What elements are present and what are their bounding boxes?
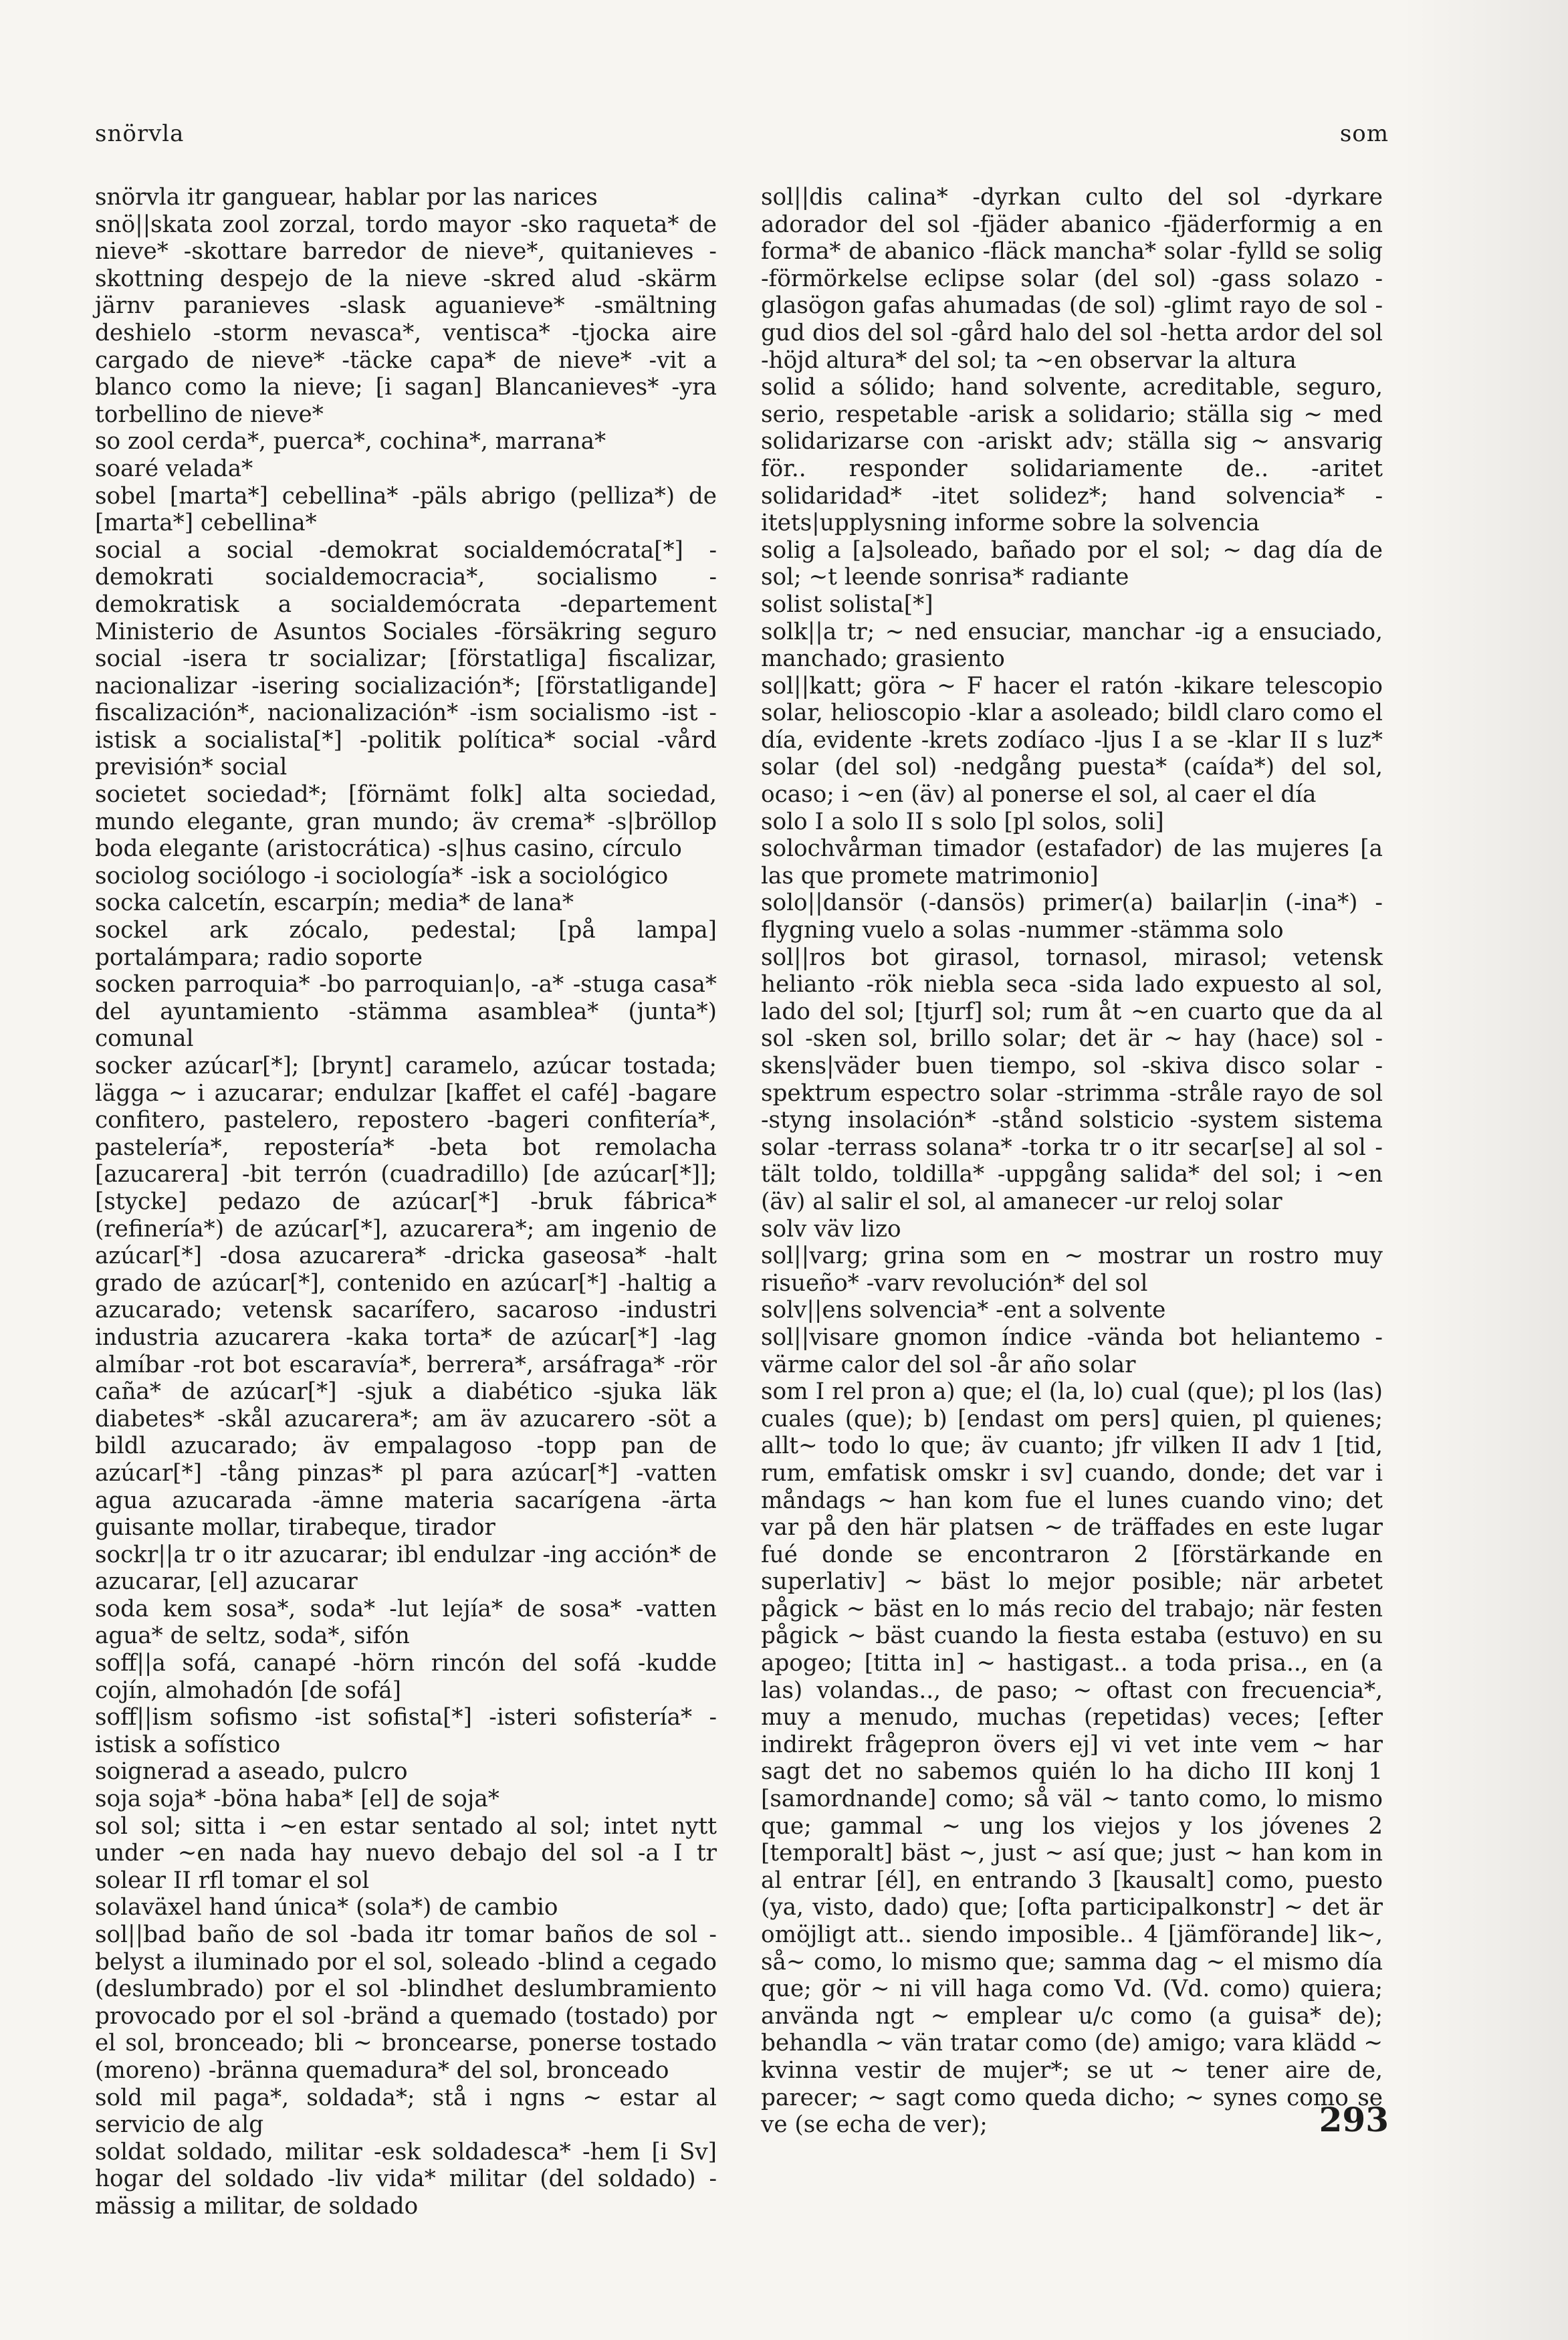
entry: sobel [marta*] cebellina* -päls abrigo (pelliza*) de [marta*] cebellina* [95,482,717,537]
entry: soff||ism sofismo -ist sofista[*] -isteri sofistería* -istisk a sofístico [95,1704,717,1758]
entry: solv väv lizo [761,1215,901,1243]
left-column [95,184,717,2220]
entry: sociolog sociólogo -i sociología* -isk a sociológico [95,862,669,889]
entry: soignerad a aseado, pulcro [95,1758,408,1786]
right-column [761,184,1383,2139]
entry: sol||katt; göra ~ F hacer el ratón -kikare telescopio solar, helioscopio -klar a asoleado; bildl claro como el día, evidente -krets zodíaco -ljus I a se -klar II s luz* solar (del sol) -nedgång puesta* (caída*) del sol, ocaso; i ~en (äv) al ponerse el sol, al caer el día [761,672,1383,809]
entry: solv||ens solvencia* -ent a solvente [761,1297,1166,1324]
entry: soldat soldado, militar -esk soldadesca* -hem [i Sv] hogar del soldado -liv vida* militar (del soldado) -mässig a militar, de soldado [95,2138,717,2220]
entry: sold mil paga*, soldada*; stå i ngns ~ estar al servicio de alg [95,2084,717,2139]
entry: so zool cerda*, puerca*, cochina*, marrana* [95,428,606,455]
entry: solig a [a]soleado, bañado por el sol; ~ dag día de sol; ~t leende sonrisa* radiante [761,536,1383,591]
entry: snörvla itr ganguear, hablar por las narices [95,184,598,211]
entry: sol||dis calina* -dyrkan culto del sol -dyrkare adorador del sol -fjäder abanico -fjäderformig a en forma* de abanico -fläck mancha* solar -fylld se solig -förmörkelse eclipse solar (del sol) -gass solazo -glasögon gafas ahumadas (de sol) -glimt rayo de sol -gud dios del sol -gård halo del sol -hetta ardor del sol -höjd altura* del sol; ta ~en observar la altura [761,184,1383,374]
entry: social a social -demokrat socialdemócrata[*] -demokrati socialdemocracia*, socialismo -demokratisk a socialdemócrata -departement Ministerio de Asuntos Sociales -försäkring seguro social -isera tr socializar; [förstatliga] fiscalizar, nacionalizar -isering socialización*; [förstatligande] fiscalización*, nacionalización* -ism socialismo -ist -istisk a socialista[*] -politik política* social -vård previsión* social [95,536,717,781]
entry: soda kem sosa*, soda* -lut lejía* de sosa* -vatten agua* de seltz, soda*, sifón [95,1595,717,1650]
entry: soja soja* -böna haba* [el] de soja* [95,1786,499,1813]
entry: soaré velada* [95,455,253,482]
entry: societet sociedad*; [förnämt folk] alta sociedad, mundo elegante, gran mundo; äv crema* -s|bröllop boda elegante (aristocrática) -s|hus casino, círculo [95,781,717,863]
header-guide-word-left: snörvla [95,120,185,147]
entry: solochvårman timador (estafador) de las mujeres [a las que promete matrimonio] [761,835,1383,889]
entry: sol||varg; grina som en ~ mostrar un rostro muy risueño* -varv revolución* del sol [761,1243,1383,1297]
entry: sol||visare gnomon índice -vända bot heliantemo -värme calor del sol -år año solar [761,1323,1383,1378]
entry: sol||ros bot girasol, tornasol, mirasol; vetensk helianto -rök niebla seca -sida lado expuesto al sol, lado del sol; [tjurf] sol; rum åt ~en cuarto que da al sol -sken sol, brillo solar; det är ~ hay (hace) sol -skens|väder buen tiempo, sol -skiva disco solar -spektrum espectro solar -strimma -stråle rayo de sol -styng insolación* -stånd solsticio -system sistema solar -terrass solana* -torka tr o itr secar[se] al sol -tält toldo, toldilla* -uppgång salida* del sol; i ~en (äv) al salir el sol, al amanecer -ur reloj solar [761,944,1383,1215]
page-fold-shadow [1401,0,1568,2340]
entry: snö||skata zool zorzal, tordo mayor -sko raqueta* de nieve* -skottare barredor de nieve*, quitanieves -skottning despejo de la nieve -skred alud -skärm järnv paranieves -slask aguanieve* -smältning deshielo -storm nevasca*, ventisca* -tjocka aire cargado de nieve* -täcke capa* de nieve* -vit a blanco como la nieve; [i sagan] Blancanieves* -yra torbellino de nieve* [95,211,717,428]
entry: som I rel pron a) que; el (la, lo) cual (que); pl los (las) cuales (que); b) [endast om pers] quien, pl quienes; allt~ todo lo que; äv cuanto; jfr vilken II adv 1 [tid, rum, emfatisk omskr i sv] cuando, donde; det var i måndags ~ han kom fue el lunes cuando vino; det var på den här platsen ~ de träffades en este lugar fué donde se encontraron 2 [förstärkande en superlativ] ~ bäst lo mejor posible; när arbetet pågick ~ bäst en lo más recio del trabajo; när festen pågick ~ bäst cuando la fiesta estaba (estuvo) en su apogeo; [titta in] ~ hastigast.. a toda prisa.., en (a las) volandas.., de paso; ~ oftast con frecuencia*, muy a menudo, muchas (repetidas) veces; [efter indirekt frågepron övers ej] vi vet inte vem ~ har sagt det no sabemos quién lo ha dicho III konj 1 [samordnande] como; så väl ~ tanto como, lo mismo que; gammal ~ ung los viejos y los jóvenes 2 [temporalt] bäst ~, just ~ así que; just ~ han kom in al entrar [él], en entrando 3 [kausalt] como, puesto (ya, visto, dado) que; [ofta participalkonstr] ~ det är omöjligt att.. siendo imposible.. 4 [jämförande] lik~, så~ como, lo mismo que; samma dag ~ el mismo día que; gör ~ ni vill haga como Vd. (Vd. como) quiera; använda ngt ~ emplear u/c como (a guisa* de); behandla ~ vän tratar como (de) amigo; vara klädd ~ kvinna vestir de mujer*; se ut ~ tener aire de, parecer; ~ sagt como queda dicho; ~ synes como se ve (se echa de ver); [761,1378,1383,2139]
header-guide-word-right: som [1339,120,1389,147]
entry: socken parroquia* -bo parroquian|o, -a* -stuga casa* del ayuntamiento -stämma asamblea* (junta*) comunal [95,971,717,1053]
entry: solk||a tr; ~ ned ensuciar, manchar -ig a ensuciado, manchado; grasiento [761,618,1383,673]
entry: solist solista[*] [761,591,933,618]
entry: sol||bad baño de sol -bada itr tomar baños de sol -belyst a iluminado por el sol, soleado -blind a cegado (deslumbrado) por el sol -blindhet deslumbramiento provocado por el sol -bränd a quemado (tostado) por el sol, bronceado; bli ~ broncearse, ponerse tostado (moreno) -bränna quemadura* del sol, bronceado [95,1921,717,2084]
page-number: 293 [1319,2100,1389,2139]
entry: solid a sólido; hand solvente, acreditable, seguro, serio, respetable -arisk a solidario; ställa sig ~ med solidarizarse con -ariskt adv; ställa sig ~ ansvarig för.. responder solidariamente de.. -aritet solidaridad* -itet solidez*; hand solvencia* -itets|upplysning informe sobre la solvencia [761,374,1383,537]
entry: sol sol; sitta i ~en estar sentado al sol; intet nytt under ~en nada hay nuevo debajo del sol -a I tr solear II rfl tomar el sol [95,1812,717,1894]
entry: socka calcetín, escarpín; media* de lana* [95,889,574,917]
entry: solo I a solo II s solo [pl solos, soli] [761,808,1164,835]
entry: solaväxel hand única* (sola*) de cambio [95,1894,558,1921]
entry: sockr||a tr o itr azucarar; ibl endulzar -ing acción* de azucarar, [el] azucarar [95,1541,717,1596]
entry: soff||a sofá, canapé -hörn rincón del sofá -kudde cojín, almohadón [de sofá] [95,1650,717,1704]
entry: sockel ark zócalo, pedestal; [på lampa] portalámpara; radio soporte [95,917,717,971]
entry: socker azúcar[*]; [brynt] caramelo, azúcar tostada; lägga ~ i azucarar; endulzar [kaffet el café] -bagare confitero, pastelero, repostero -bageri confitería*, pastelería*, repostería* -beta bot remolacha [azucarera] -bit terrón (cuadradillo) [de azúcar[*]]; [stycke] pedazo de azúcar[*] -bruk fábrica* (refinería*) de azúcar[*], azucarera*; am ingenio de azúcar[*] -dosa azucarera* -dricka gaseosa* -halt grado de azúcar[*], contenido en azúcar[*] -haltig a azucarado; vetensk sacarífero, sacaroso -industri industria azucarera -kaka torta* de azúcar[*] -lag almíbar -rot bot escaravía*, berrera*, arsáfraga* -rör caña* de azúcar[*] -sjuk a diabético -sjuka läk diabetes* -skål azucarera*; am äv azucarero -söt a bildl azucarado; äv empalagoso -topp pan de azúcar[*] -tång pinzas* pl para azúcar[*] -vatten agua azucarada -ämne materia sacarígena -ärta guisante mollar, tirabeque, tirador [95,1053,717,1541]
entry: solo||dansör (-dansös) primer(a) bailar|in (-ina*) -flygning vuelo a solas -nummer -stämma solo [761,889,1383,944]
